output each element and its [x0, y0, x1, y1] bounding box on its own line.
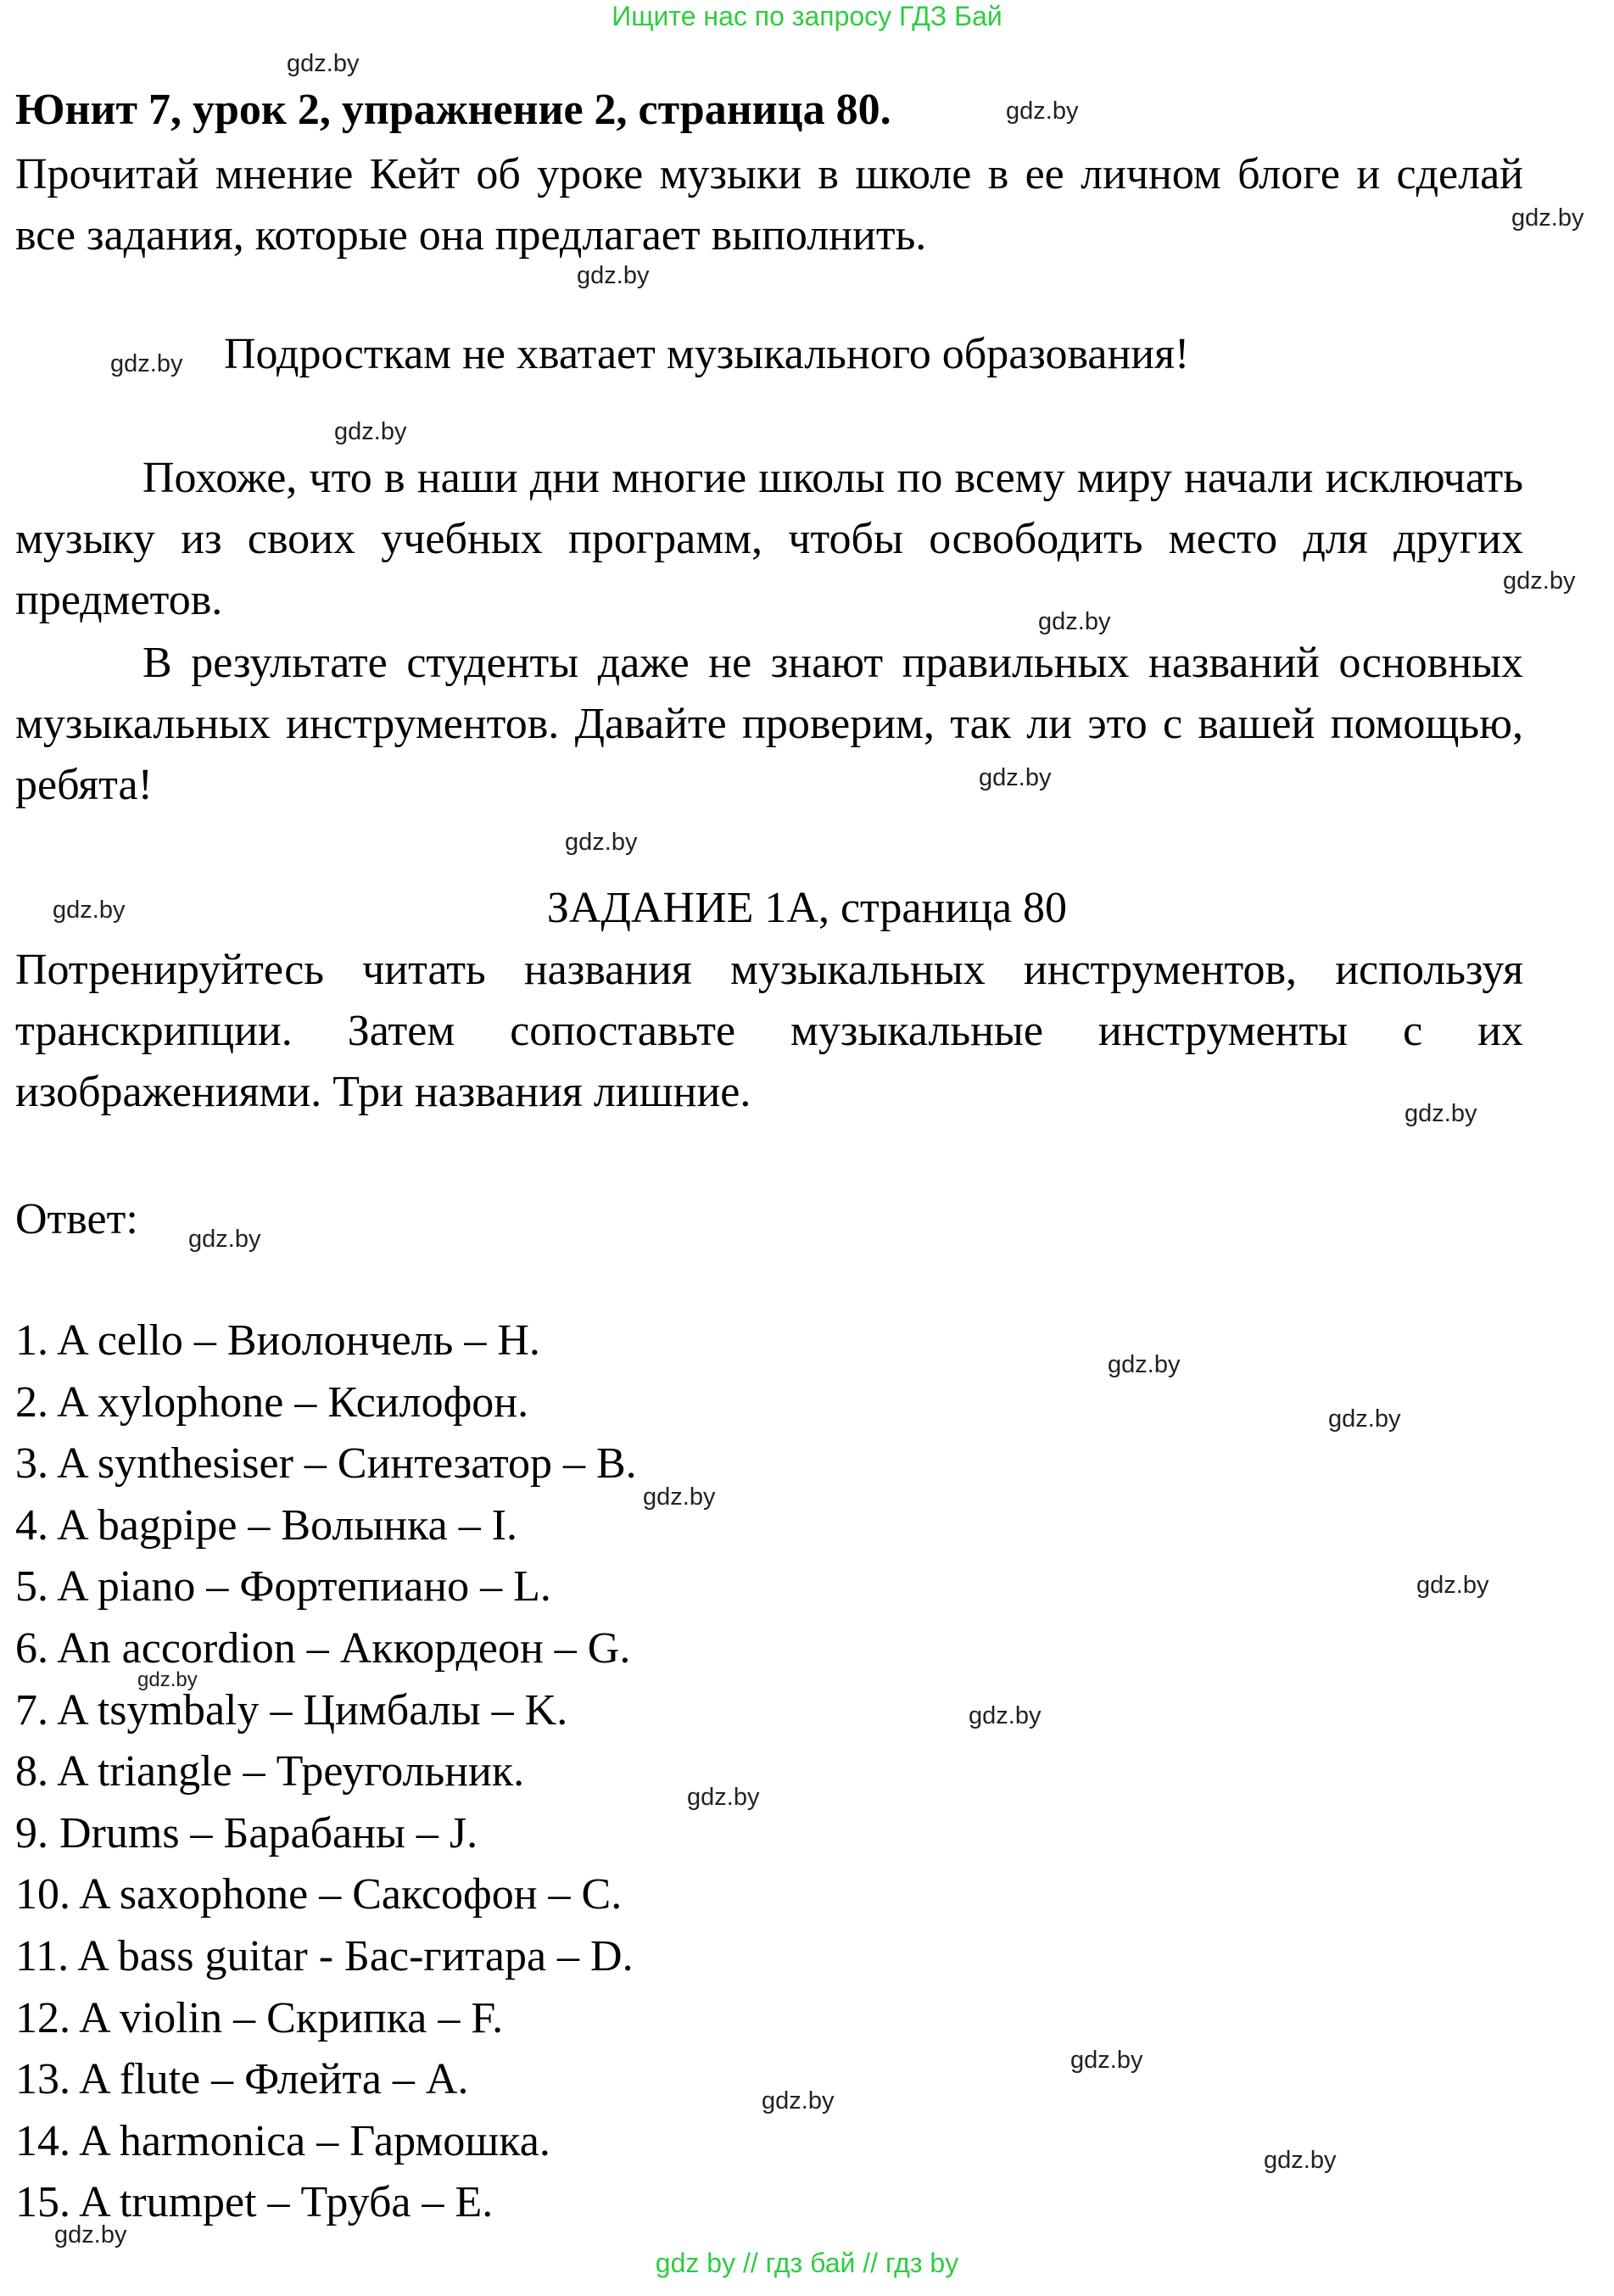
footer: gdz by // гдз бай // гдз by [655, 2248, 959, 2278]
watermark: gdz.by [110, 350, 183, 377]
answer-item-12: 12. A violin – Скрипка – F. [15, 1993, 504, 2042]
watermark: gdz.by [1405, 1100, 1477, 1127]
blog-paragraph-2: В результате студенты даже не знают правильных названий основных музыкальных инструментов. Давайте проверим, так ли это с вашей помощью, ребята! [15, 639, 1523, 809]
watermark: gdz.by [1264, 2147, 1337, 2174]
blog-paragraph-1: Похоже, что в наши дни многие школы по всему миру начали исключать музыку из своих учебных программ, чтобы освободить место для других предметов. [15, 454, 1523, 624]
answer-item-3: 3. A synthesiser – Синтезатор – B. [15, 1439, 637, 1489]
watermark: gdz.by [1006, 98, 1079, 125]
watermark: gdz.by [762, 2087, 835, 2114]
answer-item-1: 1. A cello – Виолончель – H. [15, 1316, 540, 1365]
watermark: gdz.by [979, 764, 1052, 791]
watermark: gdz.by [188, 1226, 261, 1253]
answer-item-11: 11. A bass guitar - Бас-гитара – D. [15, 1931, 634, 1980]
watermark: gdz.by [577, 262, 650, 289]
watermark: gdz.by [1108, 1351, 1181, 1378]
blog-heading: Подросткам не хватает музыкального образования! [224, 330, 1190, 378]
watermark: gdz.by [1038, 608, 1111, 635]
answer-item-7: 7. A tsymbaly – Цимбалы – K. [15, 1685, 568, 1735]
answer-item-15: 15. A trumpet – Труба – E. [15, 2178, 494, 2227]
task-text: Потренируйтесь читать названия музыкальных инструментов, используя транскрипции. Затем сопоставьте музыкальные инструменты с их изображениями. Три названия лишние. [15, 946, 1523, 1116]
watermark: gdz.by [53, 897, 126, 924]
answer-item-4: 4. A bagpipe – Волынка – I. [15, 1500, 518, 1550]
page-title: Юнит 7, урок 2, упражнение 2, страница 80. [15, 86, 891, 134]
watermark: gdz.by [1511, 204, 1584, 232]
task-heading: ЗАДАНИЕ 1А, страница 80 [546, 884, 1068, 932]
answer-item-2: 2. A xylophone – Ксилофон. [15, 1377, 529, 1427]
watermark: gdz.by [287, 50, 360, 77]
watermark: gdz.by [1328, 1405, 1401, 1433]
watermark: gdz.by [1416, 1572, 1489, 1599]
watermark: gdz.by [1070, 2047, 1143, 2074]
watermark: gdz.by [334, 418, 407, 445]
watermark: gdz.by [969, 1702, 1042, 1729]
watermark: gdz.by [643, 1483, 716, 1511]
top-banner: Ищите нас по запросу ГДЗ Бай [612, 1, 1002, 31]
intro-text: Прочитай мнение Кейт об уроке музыки в школе в ее личном блоге и сделай все задания, которые она предлагает выполнить. [15, 150, 1523, 260]
watermark: gdz.by [137, 1668, 198, 1691]
answer-item-9: 9. Drums – Барабаны – J. [15, 1808, 478, 1857]
watermark: gdz.by [1503, 567, 1576, 595]
watermark: gdz.by [687, 1784, 760, 1811]
answer-item-6: 6. An accordion – Аккордеон – G. [15, 1623, 631, 1673]
answer-item-13: 13. A flute – Флейта – A. [15, 2055, 469, 2104]
watermark: gdz.by [54, 2221, 127, 2249]
answer-label: Ответ: [15, 1195, 138, 1243]
answer-item-10: 10. A saxophone – Саксофон – C. [15, 1870, 623, 1919]
answer-item-8: 8. A triangle – Треугольник. [15, 1747, 525, 1796]
answer-item-5: 5. A piano – Фортепиано – L. [15, 1562, 551, 1612]
watermark: gdz.by [565, 829, 638, 856]
answer-list [15, 1310, 637, 2234]
answer-item-14: 14. A harmonica – Гармошка. [15, 2116, 550, 2165]
